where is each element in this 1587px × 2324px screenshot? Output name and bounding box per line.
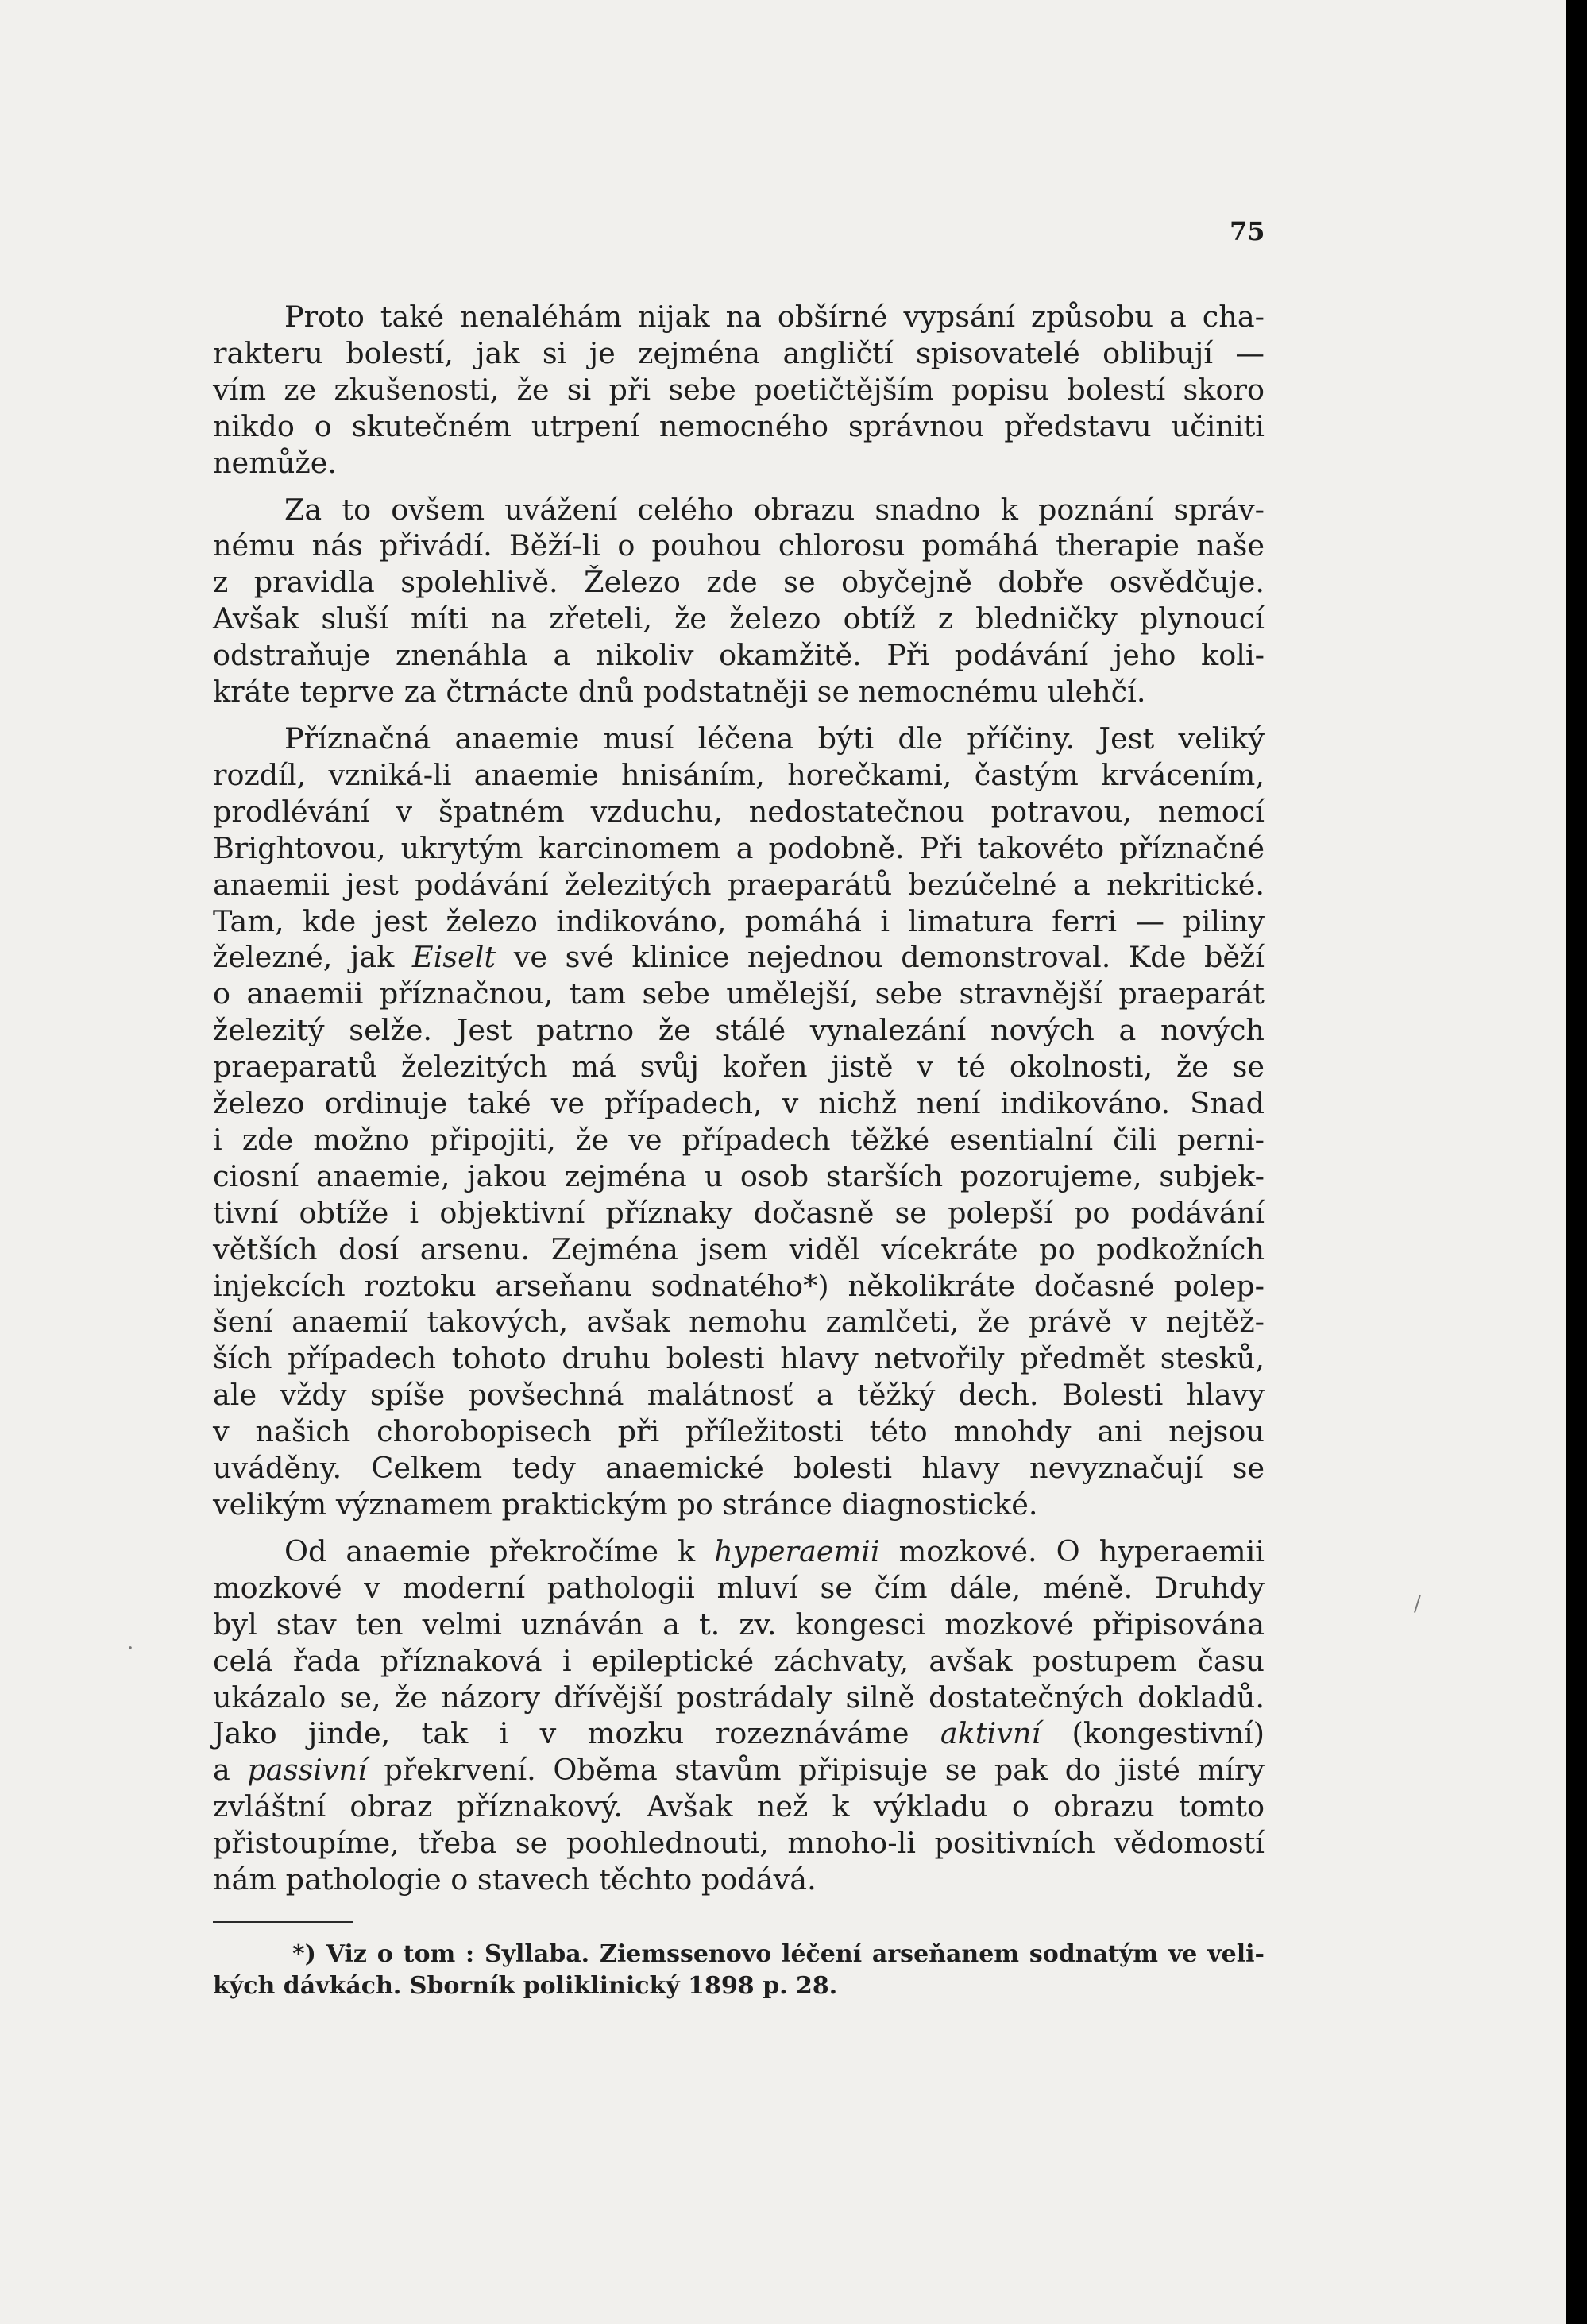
text-line: i zde možno připojiti, že ve případech těžké esentialní čili perni- — [213, 1122, 1265, 1157]
italic-term: hyperaemii — [714, 1533, 880, 1568]
italic-term: aktivní — [940, 1716, 1041, 1751]
footnote-divider — [213, 1921, 353, 1923]
text-line: železné, jak Eiselt ve své klinice nejednou demonstroval. Kde běží — [213, 940, 1265, 975]
text-line: anaemii jest podávání železitých praeparátů bezúčelné a nekritické. — [213, 867, 1265, 902]
text-line: Brightovou, ukrytým karcinomem a podobně. Při takovéto příznačné — [213, 830, 1265, 865]
page-number: 75 — [1230, 216, 1265, 246]
text-line: Za to ovšem uvážení celého obrazu snadno k poznání správ- — [284, 492, 1265, 527]
footnote-line: *) Viz o tom : Syllaba. Ziemssenovo léčení arseňanem sodnatým ve veli- — [292, 1940, 1265, 1968]
text-line: a passivní překrvení. Oběma stavům připisuje se pak do jisté míry — [213, 1753, 1265, 1788]
italic-term: Eiselt — [411, 940, 496, 975]
text-line: byl stav ten velmi uznáván a t. zv. kongesci mozkové připisována — [213, 1607, 1265, 1641]
body-text — [213, 299, 1265, 1908]
text-line: mozkové v moderní pathologii mluví se čím dále, méně. Druhdy — [213, 1570, 1265, 1605]
italic-term: passivní — [247, 1753, 367, 1788]
text-line: rakteru bolestí, jak si je zejména angličtí spisovatelé oblibují — — [213, 335, 1265, 370]
text-line: injekcích roztoku arseňanu sodnatého*) několikráte dočasné polep- — [213, 1268, 1265, 1303]
text-line: přistoupíme, třeba se poohlednouti, mnoho-li positivních vědomostí — [213, 1826, 1265, 1861]
text-line: šení anaemií takových, avšak nemohu zamlčeti, že právě v nejtěž- — [213, 1305, 1265, 1340]
text-line: Avšak sluší míti na zřeteli, že železo obtíž z bledničky plynoucí — [213, 601, 1265, 636]
text-line: velikým významem praktickým po stránce diagnostické. — [213, 1487, 1038, 1522]
text-line: Tam, kde jest železo indikováno, pomáhá i limatura ferri — piliny — [213, 903, 1265, 938]
text-line: ších případech tohoto druhu bolesti hlavy netvořily předmět stesků, — [213, 1341, 1265, 1376]
footnote-line: kých dávkách. Sborník poliklinický 1898 p. 28. — [213, 1972, 838, 2000]
text-line: Jako jinde, tak i v mozku rozeznáváme aktivní (kongestivní) — [213, 1716, 1265, 1751]
scan-speck: · — [127, 1637, 134, 1661]
text-line: Od anaemie překročíme k hyperaemii mozkové. O hyperaemii — [284, 1533, 1265, 1568]
text-line: v našich chorobopisech při příležitosti této mnohdy ani nejsou — [213, 1414, 1265, 1449]
paragraph — [213, 299, 1265, 481]
text-line: železitý selže. Jest patrno že stálé vynalezání nových a nových — [213, 1013, 1265, 1048]
text-line: ciosní anaemie, jakou zejména u osob starších pozorujeme, subjek- — [213, 1158, 1265, 1193]
text-line: kráte teprve za čtrnácte dnů podstatněji se nemocnému ulehčí. — [213, 675, 1146, 710]
text-line: větších dosí arsenu. Zejména jsem viděl vícekráte po podkožních — [213, 1232, 1265, 1266]
paragraph — [213, 1533, 1265, 1898]
text-line: zvláštní obraz příznakový. Avšak než k výkladu o obrazu tomto — [213, 1789, 1265, 1824]
text-line: prodlévání v špatném vzduchu, nedostatečnou potravou, nemocí — [213, 794, 1265, 829]
scan-speck: / — [1414, 1592, 1421, 1616]
text-line: nému nás přivádí. Běží-li o pouhou chlorosu pomáhá therapie naše — [213, 528, 1265, 563]
text-line: ukázalo se, že názory dřívější postrádaly silně dostatečných dokladů. — [213, 1680, 1265, 1715]
paragraph — [213, 492, 1265, 710]
text-line: celá řada příznaková i epileptické záchvaty, avšak postupem času — [213, 1643, 1265, 1678]
text-line: vím ze zkušenosti, že si při sebe poetičtějším popisu bolestí skoro — [213, 372, 1265, 407]
text-line: praeparatů železitých má svůj kořen jistě v té okolnosti, že se — [213, 1050, 1265, 1085]
text-line: nám pathologie o stavech těchto podává. — [213, 1862, 817, 1897]
text-line: uváděny. Celkem tedy anaemické bolesti hlavy nevyznačují se — [213, 1451, 1265, 1486]
text-line: o anaemii příznačnou, tam sebe umělejší, sebe stravnější praeparát — [213, 976, 1265, 1011]
text-line: rozdíl, vzniká-li anaemie hnisáním, horečkami, častým krvácením, — [213, 757, 1265, 792]
text-line: nikdo o skutečném utrpení nemocného správnou představu učiniti — [213, 408, 1265, 443]
paragraph — [213, 721, 1265, 1523]
text-line: Proto také nenaléhám nijak na obšírné vypsání způsobu a cha- — [284, 300, 1265, 334]
text-line: železo ordinuje také ve případech, v nichž není indikováno. Snad — [213, 1086, 1265, 1121]
text-line: nemůže. — [213, 445, 337, 480]
footnote — [213, 1939, 1265, 2002]
text-line: ale vždy spíše povšechná malátnosť a těžký dech. Bolesti hlavy — [213, 1378, 1265, 1413]
text-line: tivní obtíže i objektivní příznaky dočasně se polepší po podávání — [213, 1195, 1265, 1230]
text-line: z pravidla spolehlivě. Železo zde se obyčejně dobře osvědčuje. — [213, 565, 1265, 600]
text-line: Příznačná anaemie musí léčena býti dle příčiny. Jest veliký — [284, 721, 1265, 756]
text-line: odstraňuje znenáhla a nikoliv okamžitě. Při podávání jeho koli- — [213, 638, 1265, 673]
